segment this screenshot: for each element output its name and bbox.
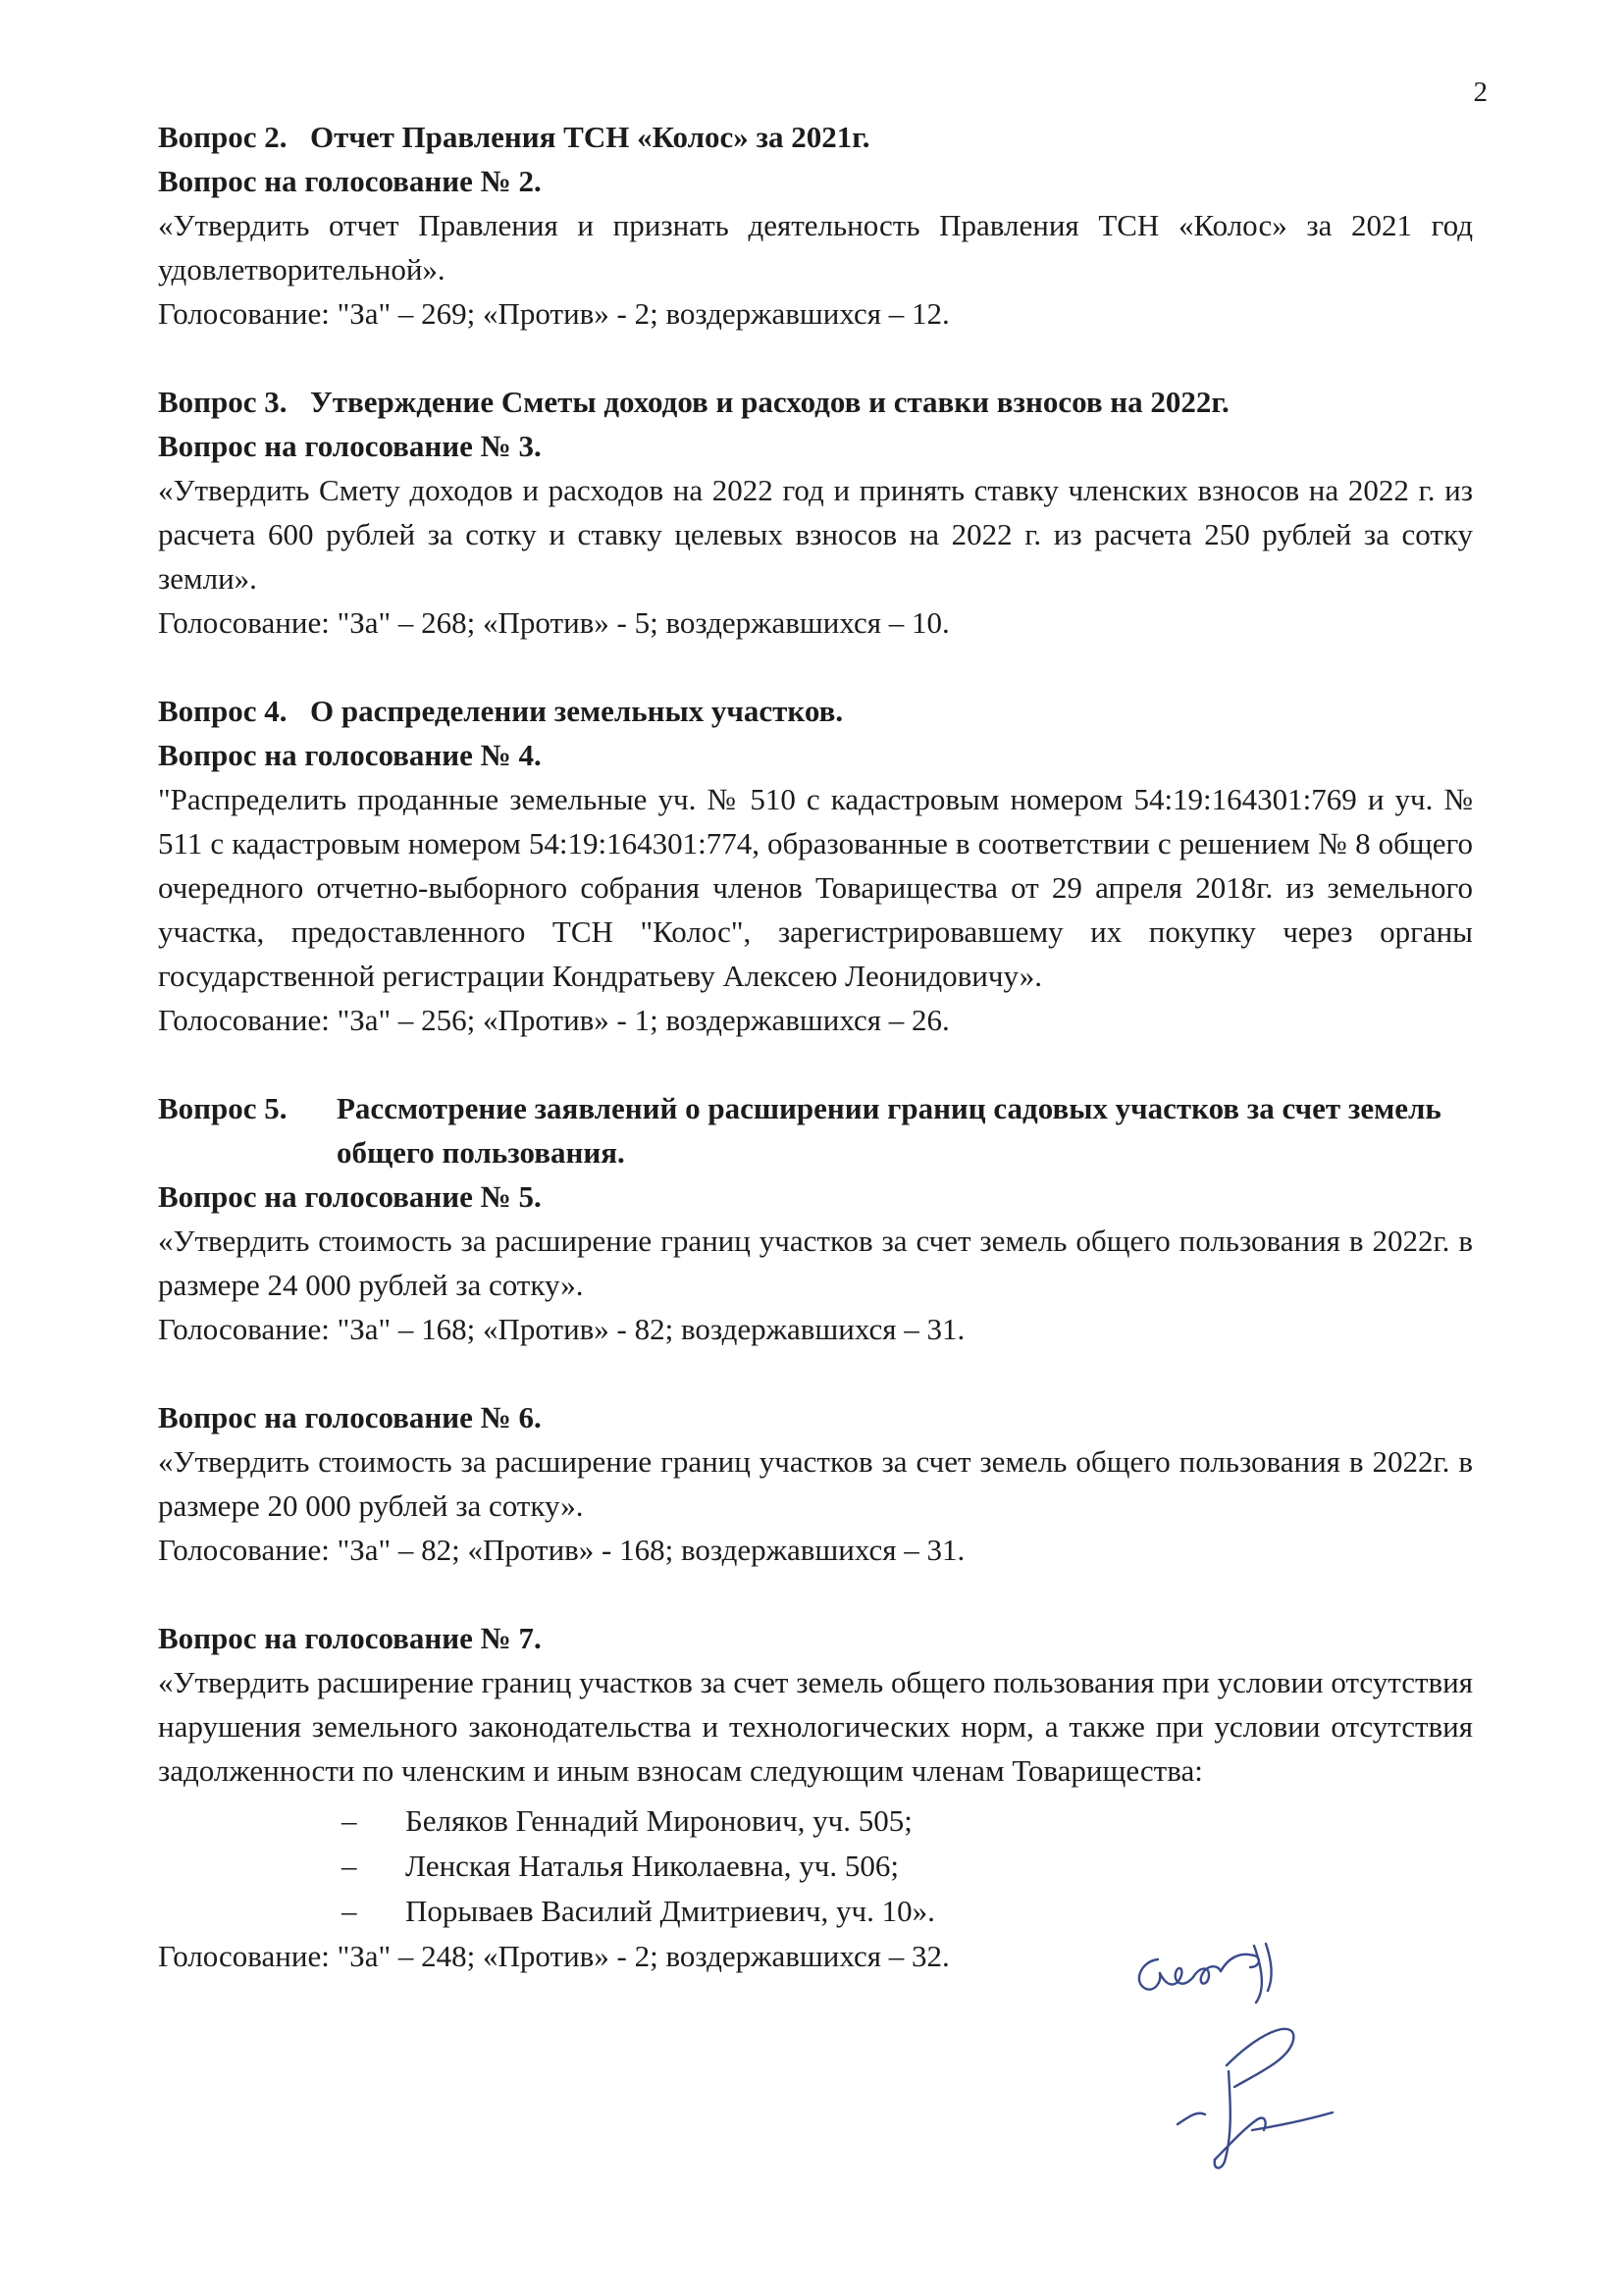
question-title: Отчет Правления ТСН «Колос» за 2021г.	[310, 120, 870, 154]
resolution-text: «Утвердить стоимость за расширение границ участков за счет земель общего пользования в 2022г. в размере 20 000 рублей за сотку».	[158, 1444, 1473, 1523]
resolution-text: «Утвердить отчет Правления и признать деятельность Правления ТСН «Колос» за 2021 год удовлетворительной».	[158, 208, 1473, 287]
question-heading	[158, 115, 1473, 159]
vote-heading: Вопрос на голосование № 2.	[158, 164, 542, 198]
vote-result: Голосование: "За" – 268; «Против» - 5; воздержавшихся – 10.	[158, 605, 950, 640]
resolution-text: «Утвердить Смету доходов и расходов на 2022 год и принять ставку членских взносов на 2022 г. из расчета 600 рублей за сотку и ставку целевых взносов на 2022 г. из расчета 250 рублей за сотку земли».	[158, 473, 1473, 596]
question-number: Вопрос 2.	[158, 120, 288, 154]
question-heading	[158, 380, 1473, 424]
list-dash: –	[341, 1894, 357, 1928]
list-item-text: Ленская Наталья Николаевна, уч. 506;	[405, 1849, 899, 1883]
question-heading	[158, 689, 1473, 733]
question-2-section	[158, 115, 1473, 336]
resolution-text: «Утвердить стоимость за расширение границ участков за счет земель общего пользования в 2022г. в размере 24 000 рублей за сотку».	[158, 1224, 1473, 1302]
member-list	[158, 1799, 1473, 1934]
question-number: Вопрос 5.	[158, 1091, 288, 1125]
vote-6-section	[158, 1395, 1473, 1572]
question-title: О распределении земельных участков.	[310, 694, 844, 728]
question-title: Рассмотрение заявлений о расширении границ садовых участков за счет земель общего пользования.	[337, 1091, 1441, 1170]
vote-result: Голосование: "За" – 82; «Против» - 168; воздержавшихся – 31.	[158, 1533, 966, 1567]
list-item-text: Порываев Василий Дмитриевич, уч. 10».	[405, 1894, 935, 1928]
list-item	[158, 1889, 1473, 1934]
question-number: Вопрос 3.	[158, 385, 288, 419]
vote-result: Голосование: "За" – 248; «Против» - 2; воздержавшихся – 32.	[158, 1939, 950, 1973]
question-4-section	[158, 689, 1473, 1042]
list-dash: –	[341, 1849, 357, 1883]
vote-heading: Вопрос на голосование № 6.	[158, 1400, 542, 1434]
vote-heading: Вопрос на голосование № 5.	[158, 1179, 542, 1214]
list-dash: –	[341, 1803, 357, 1838]
vote-result: Голосование: "За" – 168; «Против» - 82; воздержавшихся – 31.	[158, 1312, 966, 1346]
list-item	[158, 1844, 1473, 1889]
list-item-text: Беляков Геннадий Миронович, уч. 505;	[405, 1803, 913, 1838]
resolution-text: "Распределить проданные земельные уч. № 510 с кадастровым номером 54:19:164301:769 и уч. № 511 с кадастровым номером 54:19:164301:774, образованные в соответствии с решением № 8 общего очередного отчетно-выборного собрания членов Товарищества от 29 апреля 2018г. из земельного участка, предоставленного ТСН "Колос", зарегистрировавшему их покупку через органы государственной регистрации Кондратьеву Алексею Леонидовичу».	[158, 782, 1473, 993]
page-number: 2	[1473, 77, 1488, 108]
question-number: Вопрос 4.	[158, 694, 288, 728]
vote-result: Голосование: "За" – 256; «Против» - 1; воздержавшихся – 26.	[158, 1003, 950, 1037]
vote-result: Голосование: "За" – 269; «Против» - 2; воздержавшихся – 12.	[158, 296, 950, 331]
question-3-section	[158, 380, 1473, 645]
question-title: Утверждение Сметы доходов и расходов и ставки взносов на 2022г.	[310, 385, 1230, 419]
resolution-text: «Утвердить расширение границ участков за счет земель общего пользования при условии отсутствия нарушения земельного законодательства и технологических норм, а также при условии отсутствия задолженности по членским и иным взносам следующим членам Товарищества:	[158, 1665, 1473, 1788]
question-5-section	[158, 1086, 1473, 1351]
vote-heading: Вопрос на голосование № 7.	[158, 1621, 542, 1655]
vote-heading: Вопрос на голосование № 3.	[158, 429, 542, 463]
document-body	[158, 115, 1473, 2022]
question-heading	[158, 1086, 1473, 1174]
handwritten-signature	[1119, 1938, 1354, 2183]
vote-heading: Вопрос на голосование № 4.	[158, 738, 542, 772]
list-item	[158, 1799, 1473, 1844]
vote-7-section	[158, 1616, 1473, 1978]
